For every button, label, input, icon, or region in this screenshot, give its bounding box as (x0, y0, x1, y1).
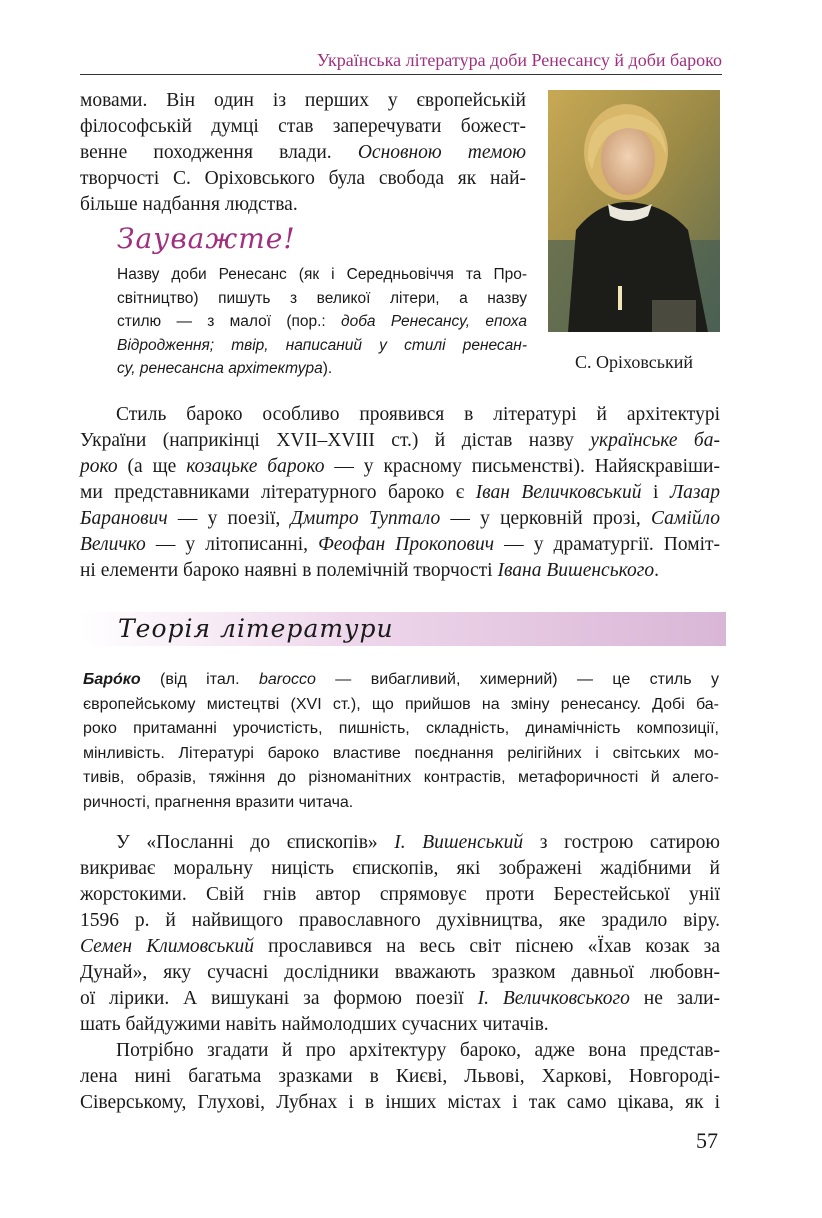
baroque-term: Баро́ко (83, 671, 141, 688)
architecture-paragraph (80, 1038, 720, 1116)
note-line: стилю — з малої (пор.: доба Ренесансу, епоха (117, 313, 527, 330)
header-rule (80, 74, 722, 75)
vyshensky-line: ої лірики. А вишукані за формою поезії І. Величковського не зали- (80, 988, 721, 1009)
note-line: су, ренесансна архітектура). (117, 360, 333, 377)
note-line: Відродження; твір, написаний у стилі ренесан- (117, 336, 527, 354)
baroque-line: ні елементи бароко наявні в полемічній творчості Івана Вишенського. (80, 560, 659, 581)
theory-line: європейському мистецтві (XVI ст.), що прийшов на зміну ренесансу. Добі ба- (83, 695, 719, 713)
vyshensky-paragraph (80, 830, 720, 1038)
emphasis-theme: Основною темою (357, 142, 526, 163)
note-title: Зауважте! (117, 222, 296, 255)
vyshensky-line: Дунай», яку сучасні дослідники вважають зразком давньої любовн- (80, 962, 720, 983)
note-line: Назву доби Ренесанс (як і Середньовіччя та Про- (117, 266, 527, 283)
theory-line: тивів, образів, тяжіння до різноманітних контрастів, метафоричності й алего- (83, 769, 719, 786)
intro-paragraph (80, 88, 526, 218)
note-line: світництво) пишуть з великої літери, а назву (117, 289, 527, 307)
baroque-line: Баранович — у поезії, Дмитро Туптало — у церковній прозі, Самійло (80, 508, 720, 529)
vyshensky-line: Семен Климовський прославився на весь світ піснею «Їхав козак за (80, 936, 721, 957)
architecture-line: лена нині багатьма зразками в Києві, Львові, Харкові, Новгороді- (80, 1066, 720, 1087)
theory-title: Теорія літератури (118, 614, 394, 643)
theory-line: мінливість. Літературі бароко властиве поєднання релігійних і світських мо- (83, 744, 719, 762)
intro-line: венне походження влади. Основною темою (80, 142, 526, 163)
portrait-caption: С. Оріховський (575, 352, 693, 372)
intro-line: творчості С. Оріховського була свобода як най- (80, 168, 526, 189)
portrait-image (548, 90, 720, 332)
baroque-line: Стиль бароко особливо проявився в літературі й архітектурі (116, 404, 720, 425)
theory-definition (83, 668, 719, 815)
theory-line: ричності, прагнення вразити читача. (83, 793, 354, 811)
baroque-line: роко (а ще козацьке бароко — у красному письменстві). Найяскравіши- (80, 456, 720, 477)
baroque-line: Величко — у літописанні, Феофан Прокопович — у драматургії. Поміт- (80, 534, 721, 555)
vyshensky-line: 1596 р. й найвищого православного духівництва, яке зрадило віру. (80, 910, 720, 931)
baroque-paragraph (80, 402, 720, 584)
architecture-line: Потрібно згадати й про архітектуру бароко, адже вона представ- (116, 1040, 720, 1061)
vyshensky-line: У «Посланні до єпископів» І. Вишенський з гострою сатирою (116, 832, 720, 853)
vyshensky-line: викриває моральну ницість єпископів, які зображені жадібними й (80, 858, 720, 879)
theory-line: роко притаманні урочистість, пишність, складність, динамічність композиції, (83, 720, 719, 737)
baroque-line: ми представниками літературного бароко є Іван Величковський і Лазар (80, 482, 721, 503)
running-head: Українська література доби Ренесансу й доби бароко (316, 50, 722, 70)
vyshensky-line: шать байдужими навіть наймолодших сучасних читачів. (80, 1014, 549, 1035)
intro-line: мовами. Він один із перших у європейській (80, 90, 526, 111)
portrait-painting-icon (548, 90, 720, 332)
note-text (117, 263, 527, 381)
intro-line: більше надбання людства. (80, 194, 298, 215)
intro-line: філософській думці став заперечувати божест- (80, 116, 526, 137)
vyshensky-line: жорстокими. Свій гнів автор спрямовує проти Берестейської унії (80, 884, 720, 905)
theory-line: Баро́ко (від італ. barocco — вибагливий, химерний) — це стиль у (83, 671, 720, 688)
baroque-line: України (наприкінці XVII–XVIII ст.) й дістав назву українське ба- (80, 430, 720, 451)
page-number: 57 (696, 1128, 718, 1153)
architecture-line: Сіверському, Глухові, Лубнах і в інших містах і так само цікава, як і (80, 1092, 720, 1113)
